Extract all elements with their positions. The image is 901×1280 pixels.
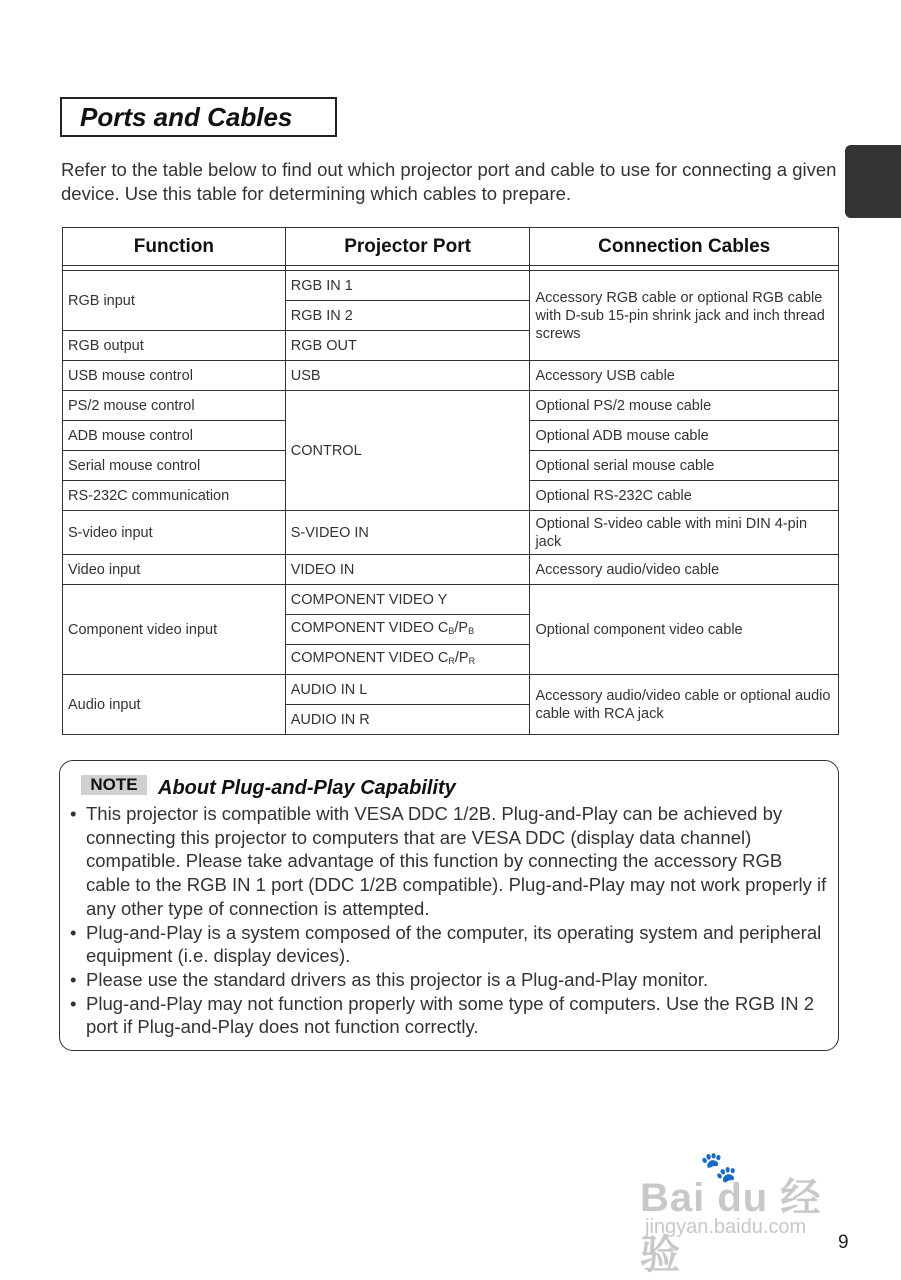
port-cell: AUDIO IN L bbox=[285, 675, 530, 705]
table-row bbox=[63, 391, 839, 421]
cable-cell: Optional RS-232C cable bbox=[530, 481, 839, 511]
watermark-url: jingyan.baidu.com bbox=[645, 1216, 807, 1238]
port-label: COMPONENT VIDEO C bbox=[290, 620, 449, 636]
table-header-row bbox=[63, 228, 839, 266]
header-connection-cables: Connection Cables bbox=[530, 228, 839, 266]
list-item bbox=[70, 992, 830, 1039]
cable-cell: Optional PS/2 mouse cable bbox=[530, 391, 839, 421]
port-cell: AUDIO IN R bbox=[285, 705, 530, 735]
table-row bbox=[63, 585, 839, 615]
bullet-icon: • bbox=[70, 992, 77, 1014]
ports-cables-table bbox=[62, 227, 839, 735]
cable-cell: Optional S-video cable with mini DIN 4-pin jack bbox=[530, 511, 839, 555]
cable-cell: Accessory audio/video cable bbox=[530, 555, 839, 585]
header-projector-port: Projector Port bbox=[285, 228, 530, 266]
table-row bbox=[63, 511, 839, 555]
port-cell: VIDEO IN bbox=[285, 555, 530, 585]
cable-cell: Optional serial mouse cable bbox=[530, 451, 839, 481]
paw-icon: 🐾 bbox=[700, 1151, 738, 1184]
function-cell: Audio input bbox=[63, 675, 286, 735]
port-label: /P bbox=[454, 620, 469, 636]
port-cell: RGB IN 1 bbox=[285, 271, 530, 301]
function-cell: Serial mouse control bbox=[63, 451, 286, 481]
port-cell bbox=[285, 645, 530, 675]
note-bullet-list bbox=[70, 802, 830, 1039]
bullet-text: This projector is compatible with VESA DDC 1/2B. Plug-and-Play can be achieved by connecting this projector to computers that are VESA DDC (display data channel) compatible. Please take advantage of this function by connecting the accessory RGB cable to the RGB IN 1 port (DDC 1/2B compatible). Plug-and-Play may not work properly if any other type of connection is attempted. bbox=[86, 803, 827, 919]
function-cell: RS-232C communication bbox=[63, 481, 286, 511]
bullet-text: Plug-and-Play is a system composed of the computer, its operating system and peripheral equipment (i.e. display devices). bbox=[86, 921, 822, 967]
function-cell: RGB output bbox=[63, 331, 286, 361]
function-cell: ADB mouse control bbox=[63, 421, 286, 451]
chapter-tab bbox=[845, 145, 901, 218]
intro-paragraph: Refer to the table below to find out which projector port and cable to use for connecting a given device. Use this table for determining which cables to prepare. bbox=[61, 159, 837, 204]
cable-cell: Optional ADB mouse cable bbox=[530, 421, 839, 451]
table-row bbox=[63, 271, 839, 301]
page-number: 9 bbox=[838, 1232, 849, 1253]
bullet-icon: • bbox=[70, 803, 77, 824]
bullet-text: Please use the standard drivers as this projector is a Plug-and-Play monitor. bbox=[86, 968, 709, 990]
list-item bbox=[70, 921, 830, 968]
port-cell: RGB OUT bbox=[285, 331, 530, 361]
note-label: NOTE bbox=[81, 775, 147, 795]
port-cell: COMPONENT VIDEO Y bbox=[285, 585, 530, 615]
function-cell: Component video input bbox=[63, 585, 286, 675]
function-cell: USB mouse control bbox=[63, 361, 286, 391]
header-function: Function bbox=[63, 228, 286, 266]
subscript: R bbox=[448, 656, 455, 666]
function-cell: RGB input bbox=[63, 271, 286, 331]
cable-cell: Accessory RGB cable or optional RGB cable with D-sub 15-pin shrink jack and inch thread screws bbox=[530, 271, 839, 361]
subscript: R bbox=[468, 656, 476, 666]
table-row bbox=[63, 555, 839, 585]
bullet-icon: • bbox=[70, 968, 77, 990]
bullet-icon: • bbox=[70, 921, 77, 943]
cable-cell: Accessory USB cable bbox=[530, 361, 839, 391]
subscript: B bbox=[468, 626, 475, 636]
function-cell: Video input bbox=[63, 555, 286, 585]
port-cell: CONTROL bbox=[285, 391, 530, 511]
port-cell: USB bbox=[285, 361, 530, 391]
baidu-watermark bbox=[640, 1150, 850, 1277]
bullet-text: Plug-and-Play may not function properly with some type of computers. Use the RGB IN 2 port if Plug-and-Play does not function correctly. bbox=[86, 992, 814, 1038]
watermark-brand: Bai du 经验 bbox=[640, 1176, 822, 1277]
port-label: /P bbox=[454, 650, 469, 666]
table-row bbox=[63, 675, 839, 705]
note-heading: About Plug-and-Play Capability bbox=[158, 777, 456, 799]
list-item bbox=[70, 802, 830, 921]
function-cell: S-video input bbox=[63, 511, 286, 555]
list-item bbox=[70, 968, 830, 992]
port-label: COMPONENT VIDEO C bbox=[290, 650, 449, 666]
section-title: Ports and Cables bbox=[60, 97, 337, 137]
cable-cell: Optional component video cable bbox=[530, 585, 839, 675]
port-cell: S-VIDEO IN bbox=[285, 511, 530, 555]
port-cell: RGB IN 2 bbox=[285, 301, 530, 331]
port-cell bbox=[285, 615, 530, 645]
cable-cell: Accessory audio/video cable or optional audio cable with RCA jack bbox=[530, 675, 839, 735]
function-cell: PS/2 mouse control bbox=[63, 391, 286, 421]
subscript: B bbox=[448, 626, 455, 636]
table-row bbox=[63, 361, 839, 391]
